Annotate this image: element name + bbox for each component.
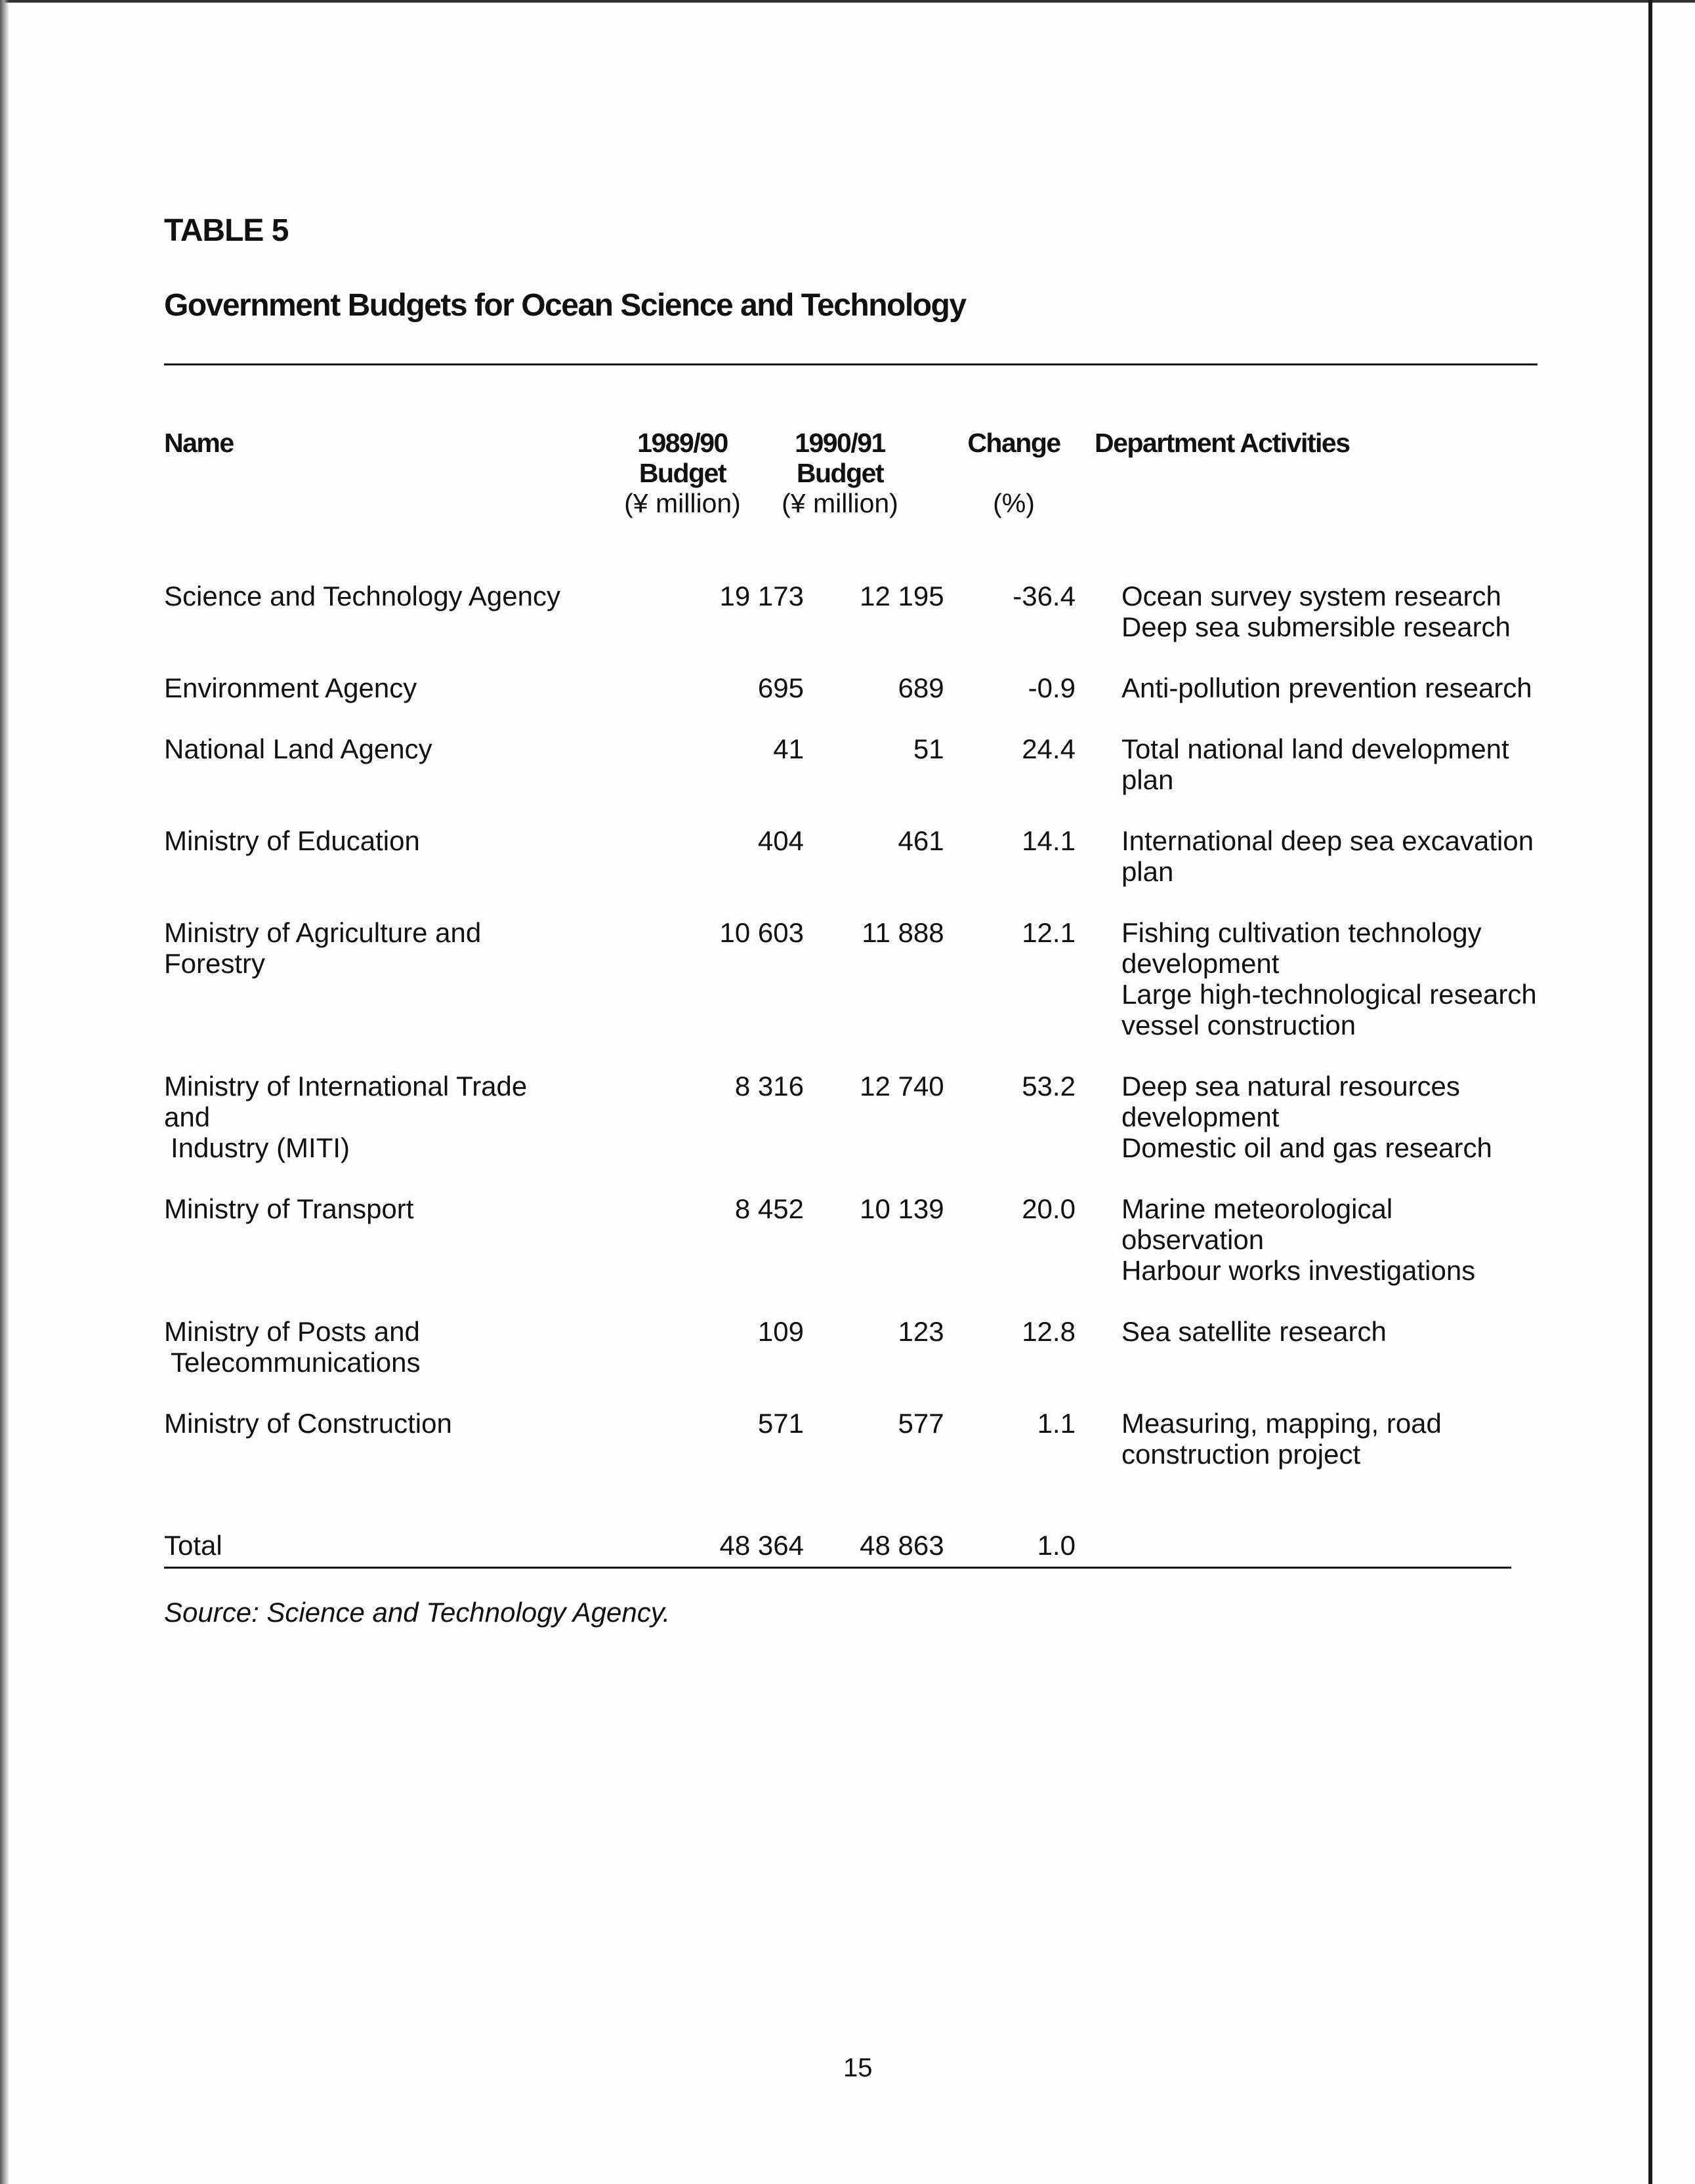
row-activities — [1076, 1193, 1542, 1286]
scan-right-edge — [1648, 0, 1652, 2184]
row-name — [164, 917, 573, 1040]
header-budget-1990-unit: (¥ million) — [782, 488, 898, 518]
table-label: TABLE 5 — [164, 213, 289, 248]
row-budget-1990: 461 — [898, 825, 944, 856]
row-activities — [1076, 1071, 1542, 1163]
row-activities — [1076, 733, 1542, 795]
header-budget-1989-unit: (¥ million) — [624, 488, 741, 518]
activity-line: Total national land development — [1121, 733, 1509, 764]
row-change: -36.4 — [1013, 581, 1076, 611]
row-change: 20.0 — [1022, 1193, 1076, 1224]
row-budget-1989: 10 603 — [719, 917, 804, 948]
row-budget-1990: 689 — [898, 672, 944, 703]
row-activities — [1076, 581, 1542, 642]
activity-line: Sea satellite research — [1121, 1316, 1387, 1347]
header-budget-1989 — [604, 428, 761, 518]
row-budget-1990: 12 195 — [860, 581, 944, 611]
scan-left-edge — [0, 0, 9, 2184]
activity-line: Deep sea submersible research — [1121, 611, 1511, 642]
table-row — [164, 917, 1542, 1040]
activity-line: development — [1121, 948, 1280, 979]
header-change-label: Change — [967, 428, 1060, 458]
row-budget-1990: 123 — [898, 1316, 944, 1347]
activity-line: plan — [1121, 856, 1174, 887]
row-budget-1990: 10 139 — [860, 1193, 944, 1224]
header-budget-1990 — [761, 428, 919, 518]
table-row — [164, 1193, 1542, 1286]
row-name-line: Ministry of Posts and — [164, 1316, 420, 1347]
header-budget-1989-label: Budget — [638, 458, 726, 488]
activity-line: Deep sea natural resources — [1121, 1071, 1460, 1102]
row-name — [164, 1071, 573, 1163]
table-row — [164, 1316, 1542, 1378]
row-budget-1989: 571 — [757, 1408, 804, 1439]
row-budget-1989: 19 173 — [719, 581, 804, 611]
total-label: Total — [164, 1530, 222, 1561]
total-budget-1989: 48 364 — [719, 1530, 804, 1561]
row-name-line: Science and Technology Agency — [164, 581, 560, 611]
row-name — [164, 1408, 573, 1470]
row-activities — [1076, 672, 1542, 703]
activity-line: Fishing cultivation technology — [1121, 917, 1482, 948]
page-number: 15 — [843, 2053, 873, 2082]
bottom-rule — [164, 1567, 1511, 1569]
row-name — [164, 1193, 573, 1286]
row-budget-1990: 12 740 — [860, 1071, 944, 1102]
row-name-line: Industry (MITI) — [171, 1132, 350, 1163]
table-row — [164, 672, 1542, 703]
header-change-unit: (%) — [993, 488, 1035, 518]
table-row — [164, 1408, 1542, 1470]
table-title: Government Budgets for Ocean Science and Technology — [164, 288, 966, 323]
row-name-line: Telecommunications — [171, 1347, 421, 1378]
row-activities — [1076, 1316, 1542, 1378]
activity-line: Marine meteorological observation — [1121, 1193, 1393, 1255]
activity-line: plan — [1121, 764, 1174, 795]
row-name — [164, 733, 573, 795]
row-budget-1990: 577 — [898, 1408, 944, 1439]
row-name — [164, 1316, 573, 1378]
top-rule — [164, 363, 1538, 365]
header-change-spacer — [938, 458, 1089, 488]
table-body — [164, 581, 1542, 1561]
activity-line: Domestic oil and gas research — [1121, 1132, 1492, 1163]
row-change: 12.8 — [1022, 1316, 1076, 1347]
row-change: 53.2 — [1022, 1071, 1076, 1102]
row-budget-1989: 41 — [773, 733, 804, 764]
row-budget-1990: 11 888 — [862, 917, 944, 948]
row-budget-1989: 695 — [757, 672, 804, 703]
activity-line: construction project — [1121, 1439, 1361, 1470]
row-name-line: Ministry of Agriculture and Forestry — [164, 917, 482, 979]
row-activities — [1076, 1408, 1542, 1470]
total-activities — [1076, 1530, 1542, 1561]
header-budget-1990-year: 1990/91 — [795, 428, 885, 458]
activity-line: Ocean survey system research — [1121, 581, 1501, 611]
row-budget-1989: 8 452 — [734, 1193, 804, 1224]
row-name-line: Ministry of Transport — [164, 1193, 414, 1224]
row-name — [164, 672, 573, 703]
total-row — [164, 1530, 1542, 1561]
row-change: 1.1 — [1037, 1408, 1076, 1439]
row-activities — [1076, 825, 1542, 887]
row-budget-1989: 8 316 — [734, 1071, 804, 1102]
row-name-line: Ministry of Education — [164, 825, 420, 856]
row-budget-1990: 51 — [913, 733, 944, 764]
source-note: Source: Science and Technology Agency. — [164, 1597, 671, 1628]
row-name — [164, 825, 573, 887]
activity-line: International deep sea excavation — [1121, 825, 1534, 856]
table-row — [164, 733, 1542, 795]
row-name-line: National Land Agency — [164, 733, 432, 764]
row-change: 12.1 — [1022, 917, 1076, 948]
row-name-line: Ministry of International Trade and — [164, 1071, 528, 1132]
activity-line: Anti-pollution prevention research — [1121, 672, 1532, 703]
activity-line: Harbour works investigations — [1121, 1255, 1476, 1286]
scan-top-edge — [0, 0, 1695, 3]
row-change: 24.4 — [1022, 733, 1076, 764]
header-change — [938, 428, 1089, 518]
row-activities — [1076, 917, 1542, 1040]
header-budget-1989-year: 1989/90 — [637, 428, 728, 458]
row-budget-1989: 404 — [757, 825, 804, 856]
row-name-line: Ministry of Construction — [164, 1408, 452, 1439]
header-budget-1990-label: Budget — [796, 458, 884, 488]
row-budget-1989: 109 — [757, 1316, 804, 1347]
activity-line: Measuring, mapping, road — [1121, 1408, 1442, 1439]
row-name-line: Environment Agency — [164, 672, 417, 703]
row-change: 14.1 — [1022, 825, 1076, 856]
header-name: Name — [164, 428, 234, 458]
activity-line: development — [1121, 1102, 1280, 1132]
table-row — [164, 1071, 1542, 1163]
table-row — [164, 581, 1542, 642]
total-budget-1990: 48 863 — [860, 1530, 944, 1561]
header-activities: Department Activities — [1095, 428, 1350, 458]
total-change: 1.0 — [1037, 1530, 1076, 1561]
activity-line: vessel construction — [1121, 1010, 1356, 1040]
row-change: -0.9 — [1028, 672, 1076, 703]
table-row — [164, 825, 1542, 887]
row-name — [164, 581, 573, 642]
activity-line: Large high-technological research — [1121, 979, 1537, 1010]
